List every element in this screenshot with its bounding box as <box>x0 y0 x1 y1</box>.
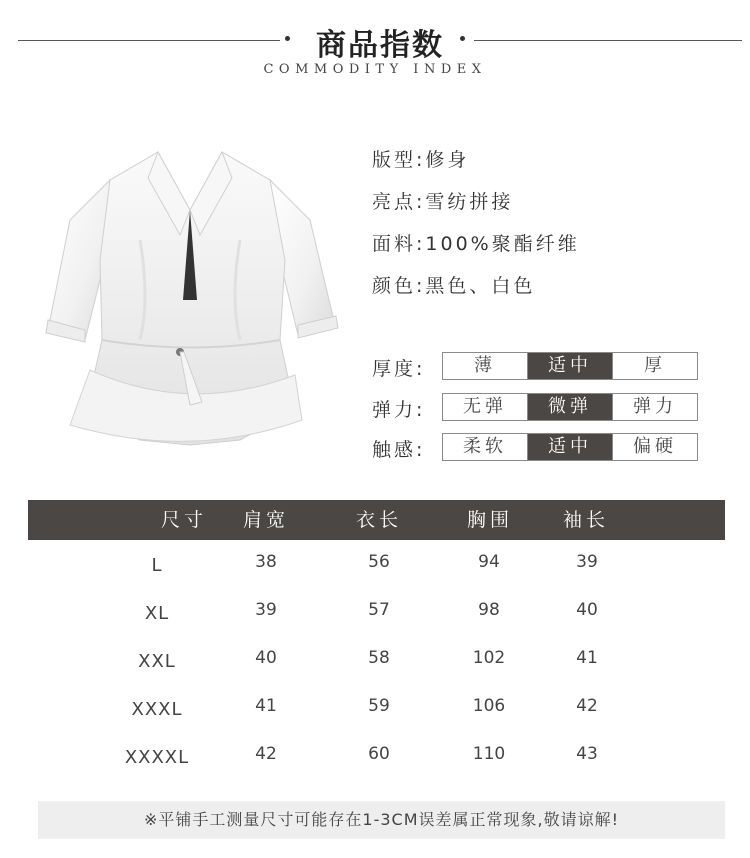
cell-chest: 94 <box>478 552 500 572</box>
header-rule-left <box>18 40 280 41</box>
cell-sleeve: 40 <box>576 600 598 620</box>
cell-size: XXXXL <box>124 747 190 768</box>
attr-color-value: 黑色、白色 <box>425 275 536 297</box>
attr-highlight-value: 雪纺拼接 <box>425 191 514 213</box>
attr-fit-key: 版型 <box>372 149 417 171</box>
page-subtitle: COMMODITY INDEX <box>263 62 487 77</box>
cell-shoulder: 38 <box>255 552 277 572</box>
column-header-shoulder: 肩宽 <box>242 509 289 531</box>
column-header-length: 衣长 <box>355 509 402 531</box>
cell-length: 56 <box>368 552 390 572</box>
scale-option: 无弹 <box>443 394 528 420</box>
cell-sleeve: 41 <box>576 648 598 668</box>
cell-size: XXL <box>138 651 176 672</box>
scale-feel-label: 触感: <box>372 439 426 461</box>
cell-sleeve: 42 <box>576 696 598 716</box>
measurement-note: ※平铺手工测量尺寸可能存在1-3CM误差属正常现象,敬请谅解! <box>38 801 725 839</box>
cell-sleeve: 39 <box>576 552 598 572</box>
scale-thickness-options <box>442 352 698 380</box>
cell-sleeve: 43 <box>576 744 598 764</box>
column-header-size: 尺寸 <box>160 509 207 531</box>
scale-option-selected: 适中 <box>528 434 613 460</box>
attr-color-key: 颜色 <box>372 275 417 297</box>
cell-length: 57 <box>368 600 390 620</box>
cell-size: XXXL <box>131 699 183 720</box>
attr-fabric-value: 100%聚酯纤维 <box>425 233 580 255</box>
attr-fabric-key: 面料 <box>372 233 417 255</box>
cell-length: 58 <box>368 648 390 668</box>
cell-shoulder: 42 <box>255 744 277 764</box>
cell-size: L <box>151 555 163 576</box>
attr-highlight-key: 亮点 <box>372 191 417 213</box>
scale-elasticity-label: 弹力: <box>372 399 426 421</box>
scale-option: 偏硬 <box>633 436 677 457</box>
cell-chest: 102 <box>472 648 506 668</box>
cell-length: 60 <box>368 744 390 764</box>
cell-chest: 98 <box>478 600 500 620</box>
scale-option-selected: 适中 <box>528 353 613 379</box>
attr-fit-value: 修身 <box>425 149 470 171</box>
cell-shoulder: 40 <box>255 648 277 668</box>
column-header-sleeve: 袖长 <box>562 509 609 531</box>
attr-fit: 版型:修身 <box>372 149 470 171</box>
scale-thickness-label: 厚度: <box>372 358 426 380</box>
header-rule-right <box>474 40 742 41</box>
scale-elasticity-options <box>442 393 698 421</box>
scale-option: 弹力 <box>633 396 677 417</box>
scale-option: 薄 <box>443 353 528 379</box>
attr-fabric: 面料:100%聚酯纤维 <box>372 233 580 255</box>
cell-shoulder: 39 <box>255 600 277 620</box>
page-title: 商品指数 <box>316 28 444 63</box>
attr-color: 颜色:黑色、白色 <box>372 275 536 297</box>
cell-chest: 106 <box>472 696 506 716</box>
product-image <box>40 140 350 460</box>
scale-option: 柔软 <box>443 434 528 460</box>
cell-size: XL <box>144 603 170 624</box>
cell-shoulder: 41 <box>255 696 277 716</box>
header-dot-right <box>460 36 465 41</box>
attr-highlight: 亮点:雪纺拼接 <box>372 191 514 213</box>
scale-option-selected: 微弹 <box>528 394 613 420</box>
scale-option: 厚 <box>644 355 666 376</box>
cell-length: 59 <box>368 696 390 716</box>
cell-chest: 110 <box>472 744 506 764</box>
size-table-header <box>28 500 725 540</box>
scale-feel-options <box>442 433 698 461</box>
column-header-chest: 胸围 <box>466 509 513 531</box>
